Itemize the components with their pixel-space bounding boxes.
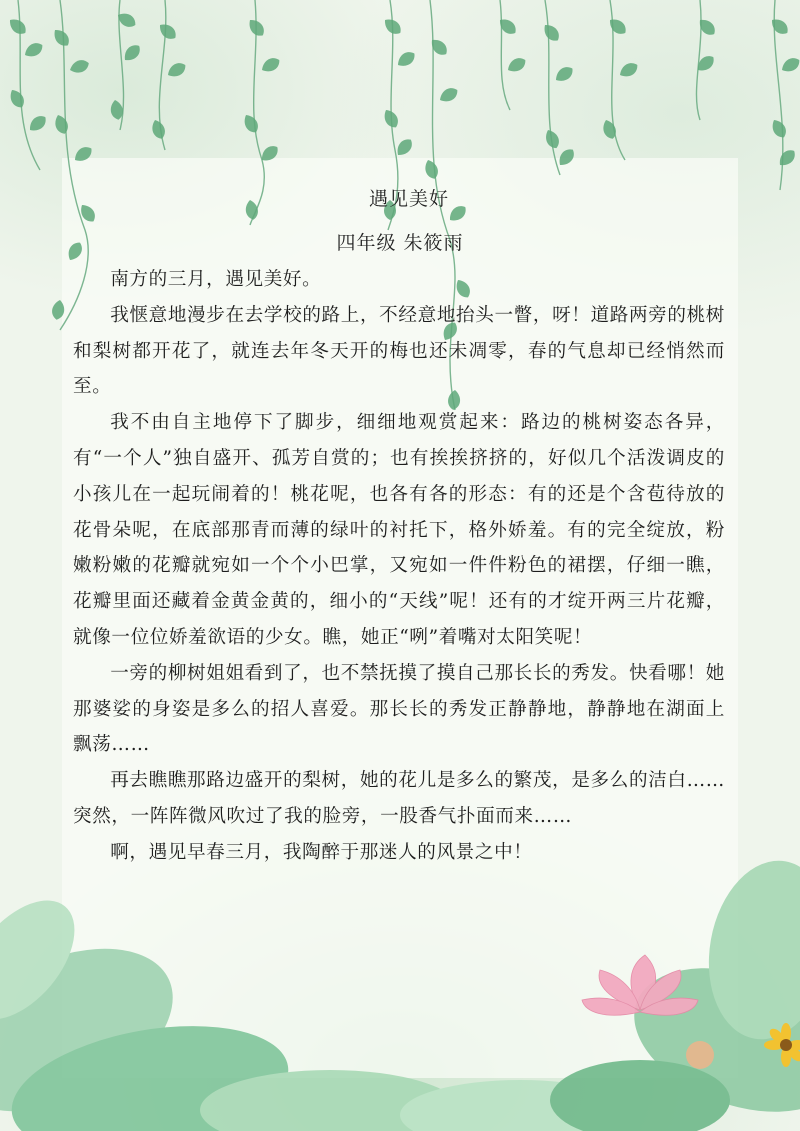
paragraph: 啊，遇见早春三月，我陶醉于那迷人的风景之中！ bbox=[110, 841, 533, 863]
paragraph: 再去瞧瞧那路边盛开的梨树，她的花儿是多么的繁茂，是多么的洁白……突然，一阵阵微风吹过了我的脸旁，一股香气扑面而来…… bbox=[73, 770, 725, 827]
essay-body bbox=[73, 262, 725, 871]
essay-title: 遇见美好 bbox=[368, 188, 449, 210]
paragraph: 我不由自主地停下了脚步，细细地观赏起来：路边的桃树姿态各异，有“一个人”独自盛开、孤芳自赏的；也有挨挨挤挤的，好似几个活泼调皮的小孩儿在一起玩闹着的！桃花呢，也各有各的形态：有的还是个含苞待放的花骨朵呢，在底部那青而薄的绿叶的衬托下，格外娇羞。有的完全绽放，粉嫩粉嫩的花瓣就宛如一个个小巴掌，又宛如一件件粉色的裙摆，仔细一瞧，花瓣里面还藏着金黄金黄的，细小的“天线”呢！还有的才绽开两三片花瓣，就像一位位娇羞欲语的少女。瞧，她正“咧”着嘴对太阳笑呢！ bbox=[73, 412, 725, 648]
paragraph: 我惬意地漫步在去学校的路上，不经意地抬头一瞥，呀！道路两旁的桃树和梨树都开花了，就连去年冬天开的梅也还未凋零，春的气息却已经悄然而至。 bbox=[73, 304, 725, 398]
paragraph: 南方的三月，遇见美好。 bbox=[110, 269, 322, 290]
essay-author: 四年级 朱筱雨 bbox=[336, 232, 464, 254]
paragraph: 一旁的柳树姐姐看到了，也不禁抚摸了摸自己那长长的秀发。快看哪！她那婆娑的身姿是多么的招人喜爱。那长长的秀发正静静地，静静地在湖面上飘荡…… bbox=[73, 662, 725, 756]
